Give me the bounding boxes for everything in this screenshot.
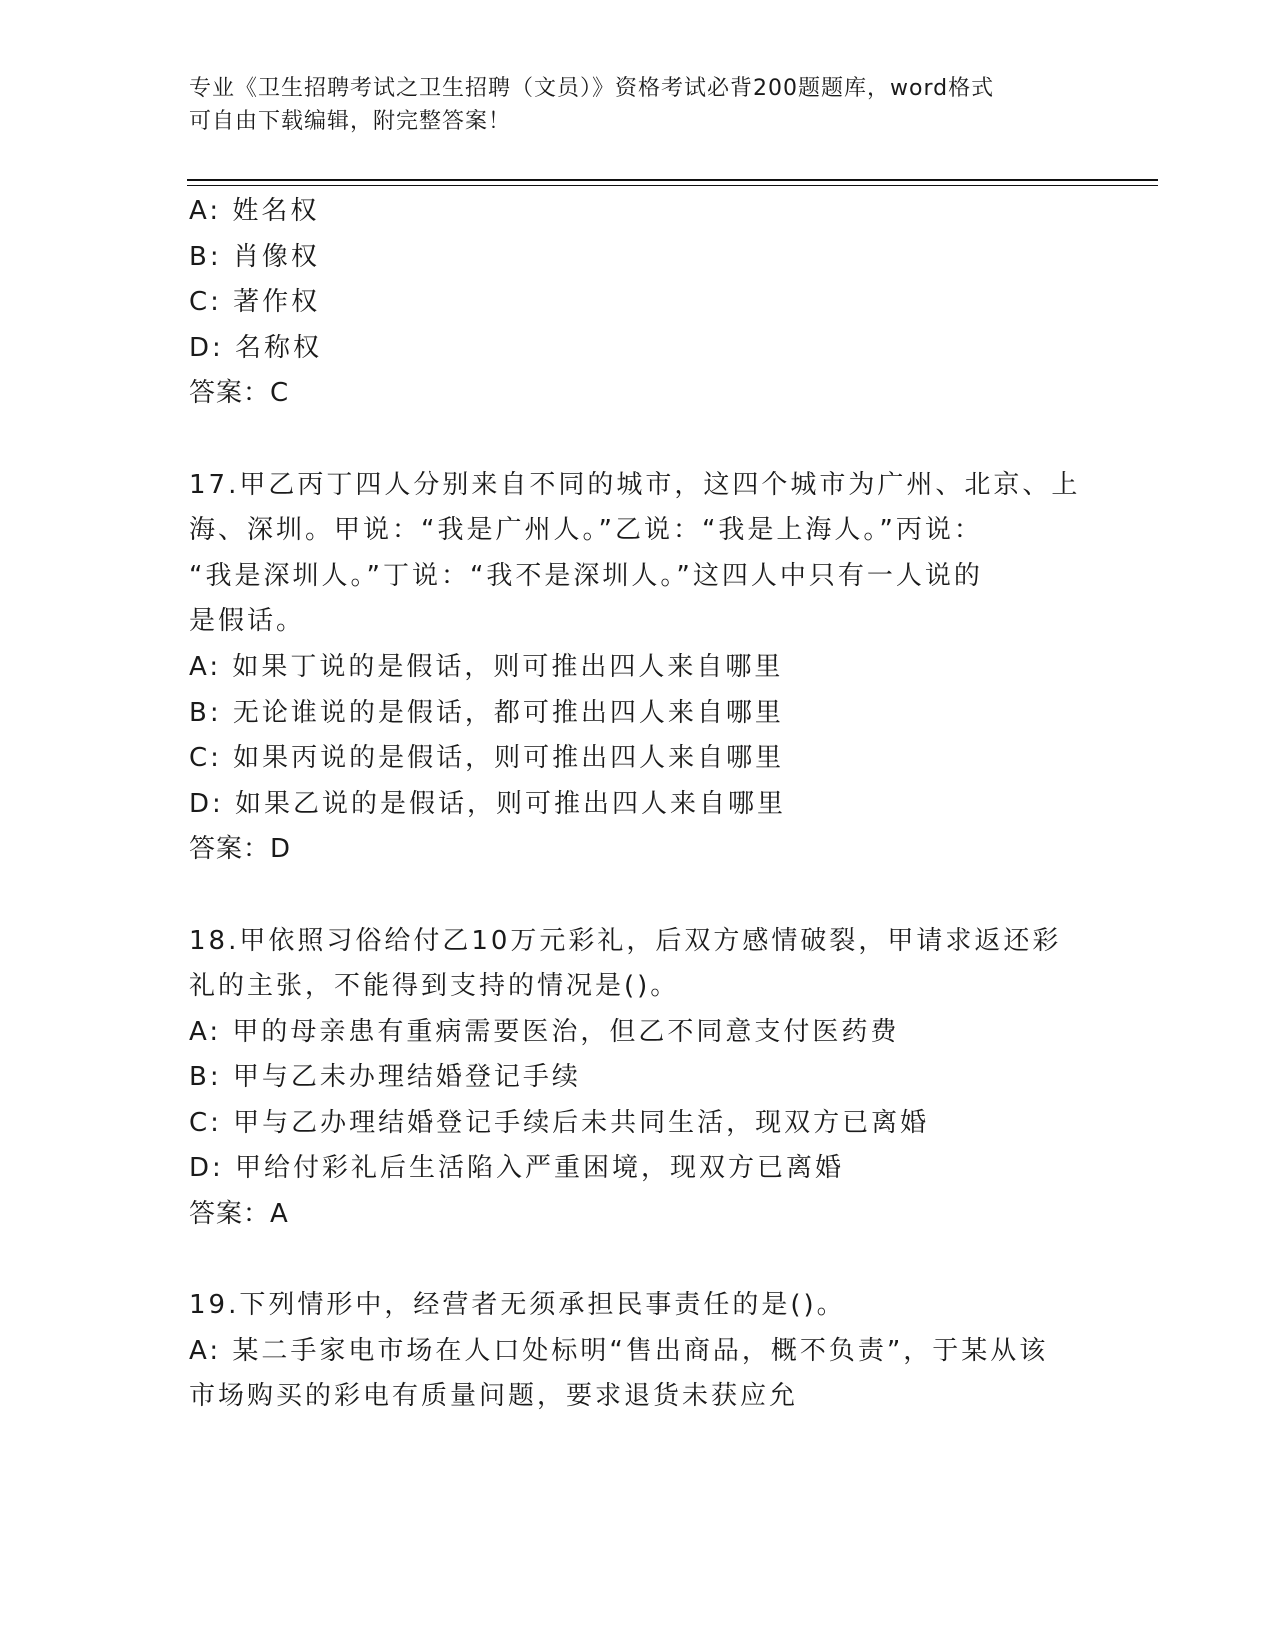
option-b: B: 无论谁说的是假话，都可推出四人来自哪里 xyxy=(189,697,784,728)
option-a: A: 如果丁说的是假话，则可推出四人来自哪里 xyxy=(189,651,784,682)
option-b: B: 甲与乙未办理结婚登记手续 xyxy=(189,1062,581,1093)
question-content xyxy=(189,189,1089,1420)
question-stem-line: 17.甲乙丙丁四人分别来自不同的城市，这四个城市为广州、北京、上 xyxy=(189,469,1081,500)
document-header xyxy=(189,72,1089,138)
question-stem-line: 礼的主张，不能得到支持的情况是()。 xyxy=(189,971,680,1002)
answer-line: 答案：D xyxy=(189,834,292,865)
option-c: C: 如果丙说的是假话，则可推出四人来自哪里 xyxy=(189,743,785,774)
option-d: D: 名称权 xyxy=(189,332,323,363)
option-a: A: 姓名权 xyxy=(189,196,320,226)
option-b: B: 肖像权 xyxy=(189,241,320,272)
answer-line: 答案：A xyxy=(189,1199,289,1230)
question-stem-line: “我是深圳人。”丁说：“我不是深圳人。”这四人中只有一人说的 xyxy=(189,560,983,591)
option-d: D: 甲给付彩礼后生活陷入严重困境，现双方已离婚 xyxy=(189,1153,845,1184)
spacer xyxy=(189,873,1089,919)
question-18 xyxy=(189,919,1089,1238)
spacer xyxy=(189,1238,1089,1284)
header-divider-thick xyxy=(187,179,1158,181)
option-a: A: 甲的母亲患有重病需要医治，但乙不同意支付医药费 xyxy=(189,1016,900,1047)
question-17 xyxy=(189,463,1089,873)
option-d: D: 如果乙说的是假话，则可推出四人来自哪里 xyxy=(189,788,787,819)
question-19 xyxy=(189,1283,1089,1420)
answer-line: 答案：C xyxy=(189,378,290,409)
option-c: C: 甲与乙办理结婚登记手续后未共同生活，现双方已离婚 xyxy=(189,1107,930,1138)
question-stem-line: 是假话。 xyxy=(189,606,306,637)
option-a: A: 某二手家电市场在人口处标明“售出商品，概不负责”，于某从该 xyxy=(189,1335,1049,1366)
question-stem-line: 18.甲依照习俗给付乙10万元彩礼，后双方感情破裂，甲请求返还彩 xyxy=(189,925,1062,956)
header-line-1: 专业《卫生招聘考试之卫生招聘（文员）》资格考试必背200题题库，word格式 xyxy=(189,76,995,101)
question-stem-line: 19.下列情形中，经营者无须承担民事责任的是()。 xyxy=(189,1290,846,1321)
option-a-continued: 市场购买的彩电有质量问题，要求退货未获应允 xyxy=(189,1381,799,1412)
question-stem-line: 海、深圳。甲说：“我是广州人。”乙说：“我是上海人。”丙说： xyxy=(189,515,983,546)
option-c: C: 著作权 xyxy=(189,287,321,318)
question-16 xyxy=(189,189,1089,417)
header-divider-thin xyxy=(187,185,1158,186)
spacer xyxy=(189,417,1089,463)
header-line-2: 可自由下载编辑，附完整答案！ xyxy=(189,109,512,134)
